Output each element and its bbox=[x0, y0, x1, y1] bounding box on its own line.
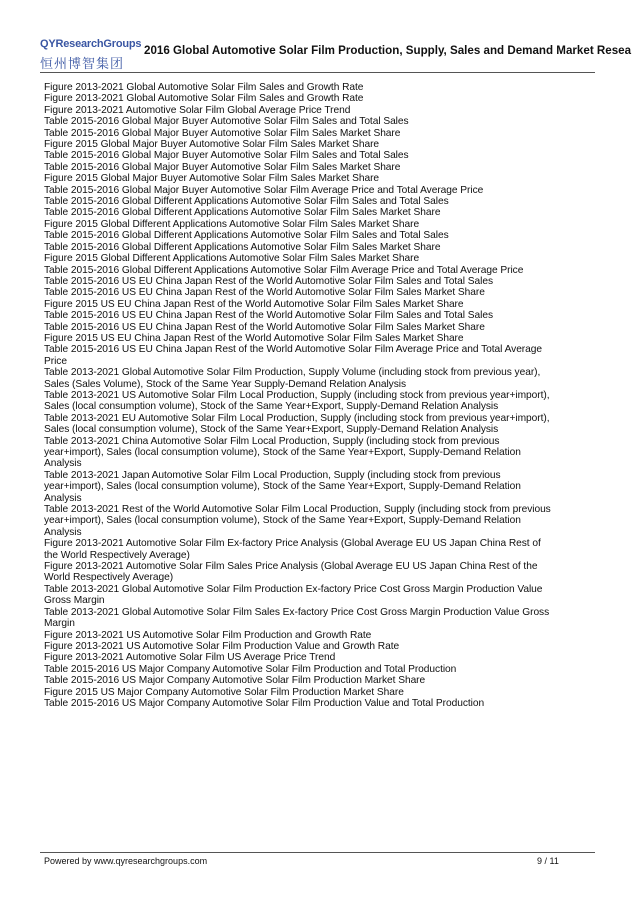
logo-text-cn: 恒州博智集团 bbox=[40, 56, 125, 71]
list-item: Table 2015-2016 Global Major Buyer Automotive Solar Film Sales Market Share bbox=[44, 127, 401, 139]
list-item: Figure 2015 Global Major Buyer Automotive Solar Film Sales Market Share bbox=[44, 139, 380, 151]
list-item: Table 2013-2021 Global Automotive Solar Film Production, Supply Volume (including stock from previous year), bbox=[44, 367, 541, 379]
list-item: Table 2015-2016 Global Different Applications Automotive Solar Film Sales and Total Sales bbox=[44, 196, 449, 208]
list-item: the World Respectively Average) bbox=[44, 549, 190, 561]
list-item: Table 2015-2016 US Major Company Automotive Solar Film Production Value and Total Production bbox=[44, 697, 485, 709]
list-item: Table 2013-2021 Japan Automotive Solar Film Local Production, Supply (including stock from previous bbox=[44, 469, 501, 481]
list-item: Figure 2015 Global Different Applications Automotive Solar Film Sales Market Share bbox=[44, 253, 420, 265]
list-item: Price bbox=[44, 355, 67, 367]
list-item: Table 2015-2016 Global Major Buyer Automotive Solar Film Sales Market Share bbox=[44, 161, 401, 173]
list-item: Analysis bbox=[44, 526, 82, 538]
header-divider bbox=[40, 72, 595, 73]
list-item: Figure 2013-2021 Automotive Solar Film US Average Price Trend bbox=[44, 652, 336, 664]
list-item: Table 2013-2021 Global Automotive Solar Film Production Ex-factory Price Cost Gross Margin Production Value bbox=[44, 583, 543, 595]
list-item: Figure 2013-2021 Automotive Solar Film Global Average Price Trend bbox=[44, 104, 351, 116]
list-item: World Respectively Average) bbox=[44, 572, 174, 584]
list-item: Table 2015-2016 US EU China Japan Rest of the World Automotive Solar Film Sales and Total Sales bbox=[44, 310, 494, 322]
list-item: Figure 2013-2021 Global Automotive Solar Film Sales and Growth Rate bbox=[44, 82, 364, 93]
list-item: year+import), Sales (local consumption volume), Stock of the Same Year+Export, Supply-Demand Relation bbox=[44, 447, 521, 458]
list-item: Table 2015-2016 US EU China Japan Rest of the World Automotive Solar Film Sales Market Share bbox=[44, 321, 485, 333]
list-item: Figure 2015 Global Different Applications Automotive Solar Film Sales Market Share bbox=[44, 218, 420, 230]
list-item: Table 2015-2016 Global Different Applications Automotive Solar Film Sales and Total Sales bbox=[44, 230, 449, 242]
list-item: Table 2013-2021 China Automotive Solar Film Local Production, Supply (including stock from previous bbox=[44, 435, 500, 447]
list-item: Figure 2013-2021 Automotive Solar Film Sales Price Analysis (Global Average EU US Japan China Rest of the bbox=[44, 561, 538, 573]
list-item: Figure 2013-2021 US Automotive Solar Film Production Value and Growth Rate bbox=[44, 640, 400, 652]
footer-powered-by: Powered by www.qyresearchgroups.com bbox=[44, 856, 208, 866]
list-item: Table 2015-2016 US EU China Japan Rest of the World Automotive Solar Film Average Price and Total Average bbox=[44, 344, 542, 356]
list-item: Figure 2015 US EU China Japan Rest of the World Automotive Solar Film Sales Market Share bbox=[44, 298, 464, 310]
list-item: Table 2015-2016 US Major Company Automotive Solar Film Production and Total Production bbox=[44, 663, 457, 675]
list-item: Figure 2015 US EU China Japan Rest of the World Automotive Solar Film Sales Market Share bbox=[44, 332, 464, 344]
list-item: Table 2015-2016 US Major Company Automotive Solar Film Production Market Share bbox=[44, 675, 426, 687]
list-item: year+import), Sales (local consumption volume), Stock of the Same Year+Export, Supply-Demand Relation bbox=[44, 515, 521, 527]
list-item: Gross Margin bbox=[44, 595, 105, 607]
list-item: Table 2013-2021 Global Automotive Solar Film Sales Ex-factory Price Cost Gross Margin Production Value Gross bbox=[44, 606, 550, 618]
list-item: Analysis bbox=[44, 492, 82, 504]
page-number: 9 / 11 bbox=[537, 856, 559, 866]
list-item: Table 2015-2016 Global Different Applications Automotive Solar Film Average Price and Total Average Price bbox=[44, 264, 524, 276]
list-item: Table 2015-2016 Global Major Buyer Automotive Solar Film Average Price and Total Average Price bbox=[44, 184, 484, 196]
list-item: Table 2013-2021 Rest of the World Automotive Solar Film Local Production, Supply (including stock from previous bbox=[44, 504, 551, 516]
logo-text-en: QYResearchGroups bbox=[40, 38, 142, 50]
list-item: year+import), Sales (local consumption volume), Stock of the Same Year+Export, Supply-Demand Relation bbox=[44, 481, 521, 493]
list-item: Table 2015-2016 Global Different Applications Automotive Solar Film Sales Market Share bbox=[44, 241, 441, 253]
footer-divider bbox=[40, 852, 595, 853]
list-item: Table 2015-2016 US EU China Japan Rest of the World Automotive Solar Film Sales Market Share bbox=[44, 287, 485, 299]
list-item: Table 2013-2021 US Automotive Solar Film Local Production, Supply (including stock from previous year+import), bbox=[44, 389, 550, 401]
list-item: Sales (local consumption volume), Stock of the Same Year+Export, Supply-Demand Relation Analysis bbox=[44, 424, 499, 436]
report-title: 2016 Global Automotive Solar Film Production, Supply, Sales and Demand Market Resea bbox=[144, 44, 632, 57]
list-item: Table 2013-2021 EU Automotive Solar Film Local Production, Supply (including stock from previous year+import), bbox=[44, 412, 550, 424]
page-header bbox=[40, 38, 638, 72]
list-item: Figure 2013-2021 Global Automotive Solar Film Sales and Growth Rate bbox=[44, 93, 364, 105]
list-item: Figure 2015 Global Major Buyer Automotive Solar Film Sales Market Share bbox=[44, 173, 380, 185]
list-of-figures-tables bbox=[44, 82, 594, 709]
list-item: Table 2015-2016 Global Major Buyer Automotive Solar Film Sales and Total Sales bbox=[44, 150, 409, 162]
list-item: Figure 2015 US Major Company Automotive Solar Film Production Market Share bbox=[44, 686, 404, 698]
list-item: Table 2015-2016 Global Different Applications Automotive Solar Film Sales Market Share bbox=[44, 207, 441, 219]
list-item: Figure 2013-2021 Automotive Solar Film Ex-factory Price Analysis (Global Average EU US Japan China Rest of bbox=[44, 538, 541, 550]
list-item: Sales (local consumption volume), Stock of the Same Year+Export, Supply-Demand Relation Analysis bbox=[44, 401, 499, 413]
list-item: Margin bbox=[44, 618, 75, 630]
list-item: Sales (Sales Volume), Stock of the Same Year Supply-Demand Relation Analysis bbox=[44, 378, 407, 390]
list-item: Table 2015-2016 Global Major Buyer Automotive Solar Film Sales and Total Sales bbox=[44, 116, 409, 128]
company-logo bbox=[40, 38, 140, 72]
list-item: Analysis bbox=[44, 458, 82, 470]
list-item: Table 2015-2016 US EU China Japan Rest of the World Automotive Solar Film Sales and Total Sales bbox=[44, 275, 494, 287]
list-item: Figure 2013-2021 US Automotive Solar Film Production and Growth Rate bbox=[44, 629, 372, 641]
